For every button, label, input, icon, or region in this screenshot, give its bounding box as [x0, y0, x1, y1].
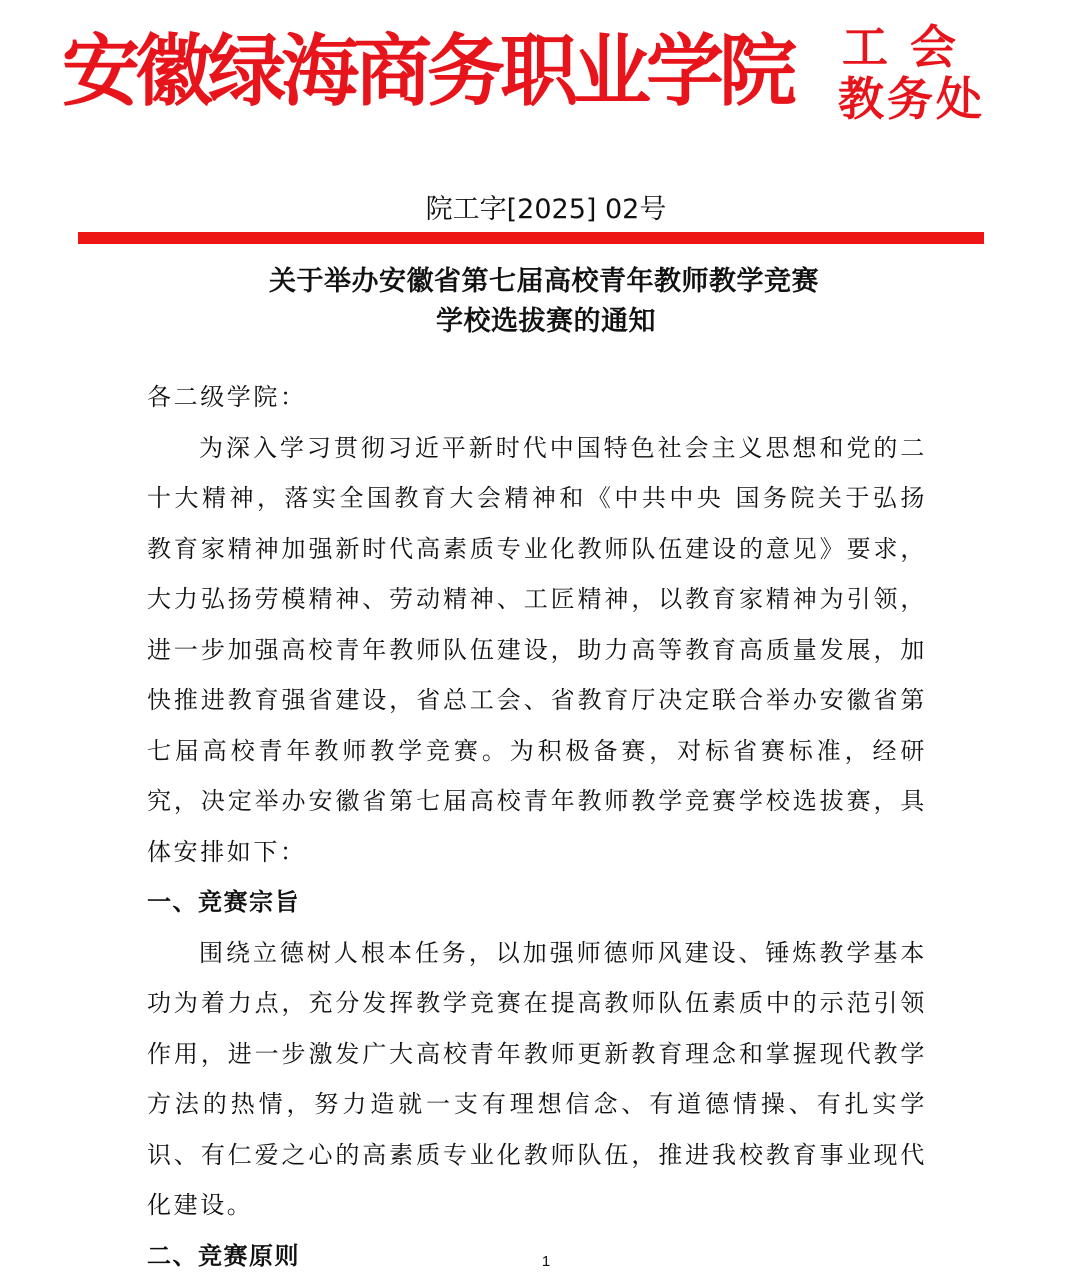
- department-academic-affairs: 教务处: [838, 74, 985, 124]
- notice-title-line-2: 学校选拔赛的通知: [0, 302, 1092, 342]
- document-number: 院工字[2025] 02号: [0, 190, 1092, 230]
- salutation: 各二级学院：: [147, 372, 927, 423]
- department-union: 工 会: [842, 22, 959, 72]
- document-body: [147, 372, 927, 1281]
- section-1-paragraph: 围绕立德树人根本任务，以加强师德师风建设、锤炼教学基本功为着力点，充分发挥教学竞赛在提高教师队伍素质中的示范引领作用，进一步激发广大高校青年教师更新教育理念和掌握现代教学方法的热情，努力造就一支有理想信念、有道德情操、有扎实学识、有仁爱之心的高素质专业化教师队伍，推进我校教育事业现代化建设。: [147, 928, 927, 1231]
- notice-title-line-1: 关于举办安徽省第七届高校青年教师教学竞赛: [0, 262, 1090, 302]
- intro-paragraph: 为深入学习贯彻习近平新时代中国特色社会主义思想和党的二十大精神，落实全国教育大会精神和《中共中央 国务院关于弘扬教育家精神加强新时代高素质专业化教师队伍建设的意见》要求，大力弘扬劳模精神、劳动精神、工匠精神，以教育家精神为引领，进一步加强高校青年教师队伍建设，助力高等教育高质量发展，加快推进教育强省建设，省总工会、省教育厅决定联合举办安徽省第七届高校青年教师教学竞赛。为积极备赛，对标省赛标准，经研究，决定举办安徽省第七届高校青年教师教学竞赛学校选拔赛，具体安排如下：: [147, 423, 927, 878]
- section-2-heading: 二、竞赛原则: [147, 1231, 927, 1281]
- section-1-heading: 一、竞赛宗旨: [147, 877, 927, 928]
- institution-name: 安徽绿海商务职业学院: [62, 22, 792, 122]
- page-number: 1: [0, 1252, 1092, 1272]
- letterhead: [0, 0, 1092, 150]
- red-divider-line: [78, 232, 984, 244]
